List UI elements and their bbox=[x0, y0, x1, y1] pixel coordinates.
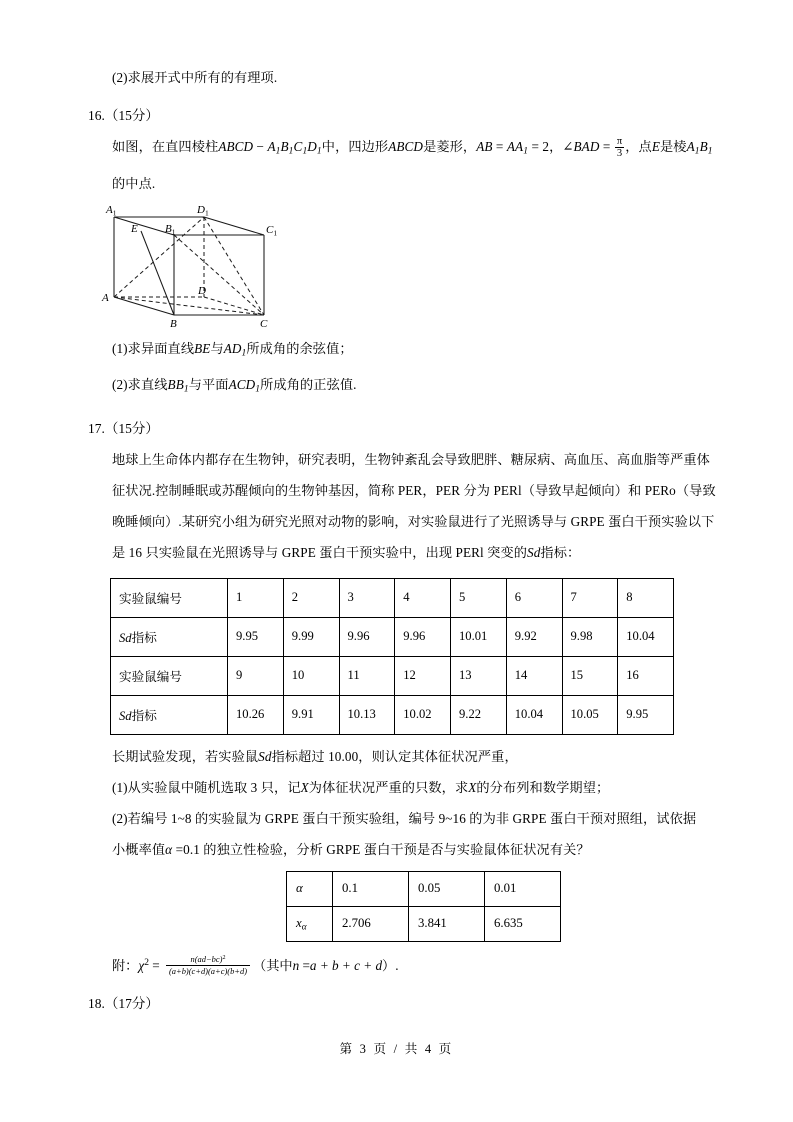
cell-id-14: 14 bbox=[506, 656, 562, 695]
question-17-marks: （15分） bbox=[104, 420, 159, 436]
cell-sd-9: 10.26 bbox=[228, 695, 284, 734]
q16-prism-dash: − bbox=[253, 139, 268, 154]
label-b1: $B_1$ bbox=[165, 222, 176, 237]
table-row-sd-2 bbox=[111, 695, 674, 734]
footnote-equals: = bbox=[148, 957, 163, 973]
cell-sd-3: 9.96 bbox=[339, 617, 395, 656]
q16-stem-mid2: 是菱形， bbox=[423, 139, 477, 154]
cell-id-5: 5 bbox=[451, 578, 507, 617]
q16-edge-a1: A bbox=[686, 139, 695, 154]
q16-prism-a1: A bbox=[267, 139, 276, 154]
alpha-cell-3: 0.01 bbox=[485, 871, 561, 906]
q17-sd-symbol: Sd bbox=[527, 544, 541, 560]
q16-aa1-sub: 1 bbox=[523, 146, 529, 157]
q17-body-line4-lead: 是 16 只实验鼠在光照诱导与 GRPE 蛋白干预实验中，出现 PERl 突变的 bbox=[112, 544, 528, 560]
q16-quad-abcd: ABCD bbox=[388, 139, 424, 154]
row-header-id-1: 实验鼠编号 bbox=[111, 578, 228, 617]
question-16-dot: . bbox=[101, 108, 105, 123]
q17-sub1-mid: 为体征状况严重的只数，求 bbox=[308, 779, 469, 795]
question-18-marks: （17分） bbox=[104, 995, 159, 1011]
sd-index-table bbox=[110, 578, 674, 735]
cell-id-16: 16 bbox=[618, 656, 674, 695]
chi-numerator bbox=[166, 955, 250, 965]
label-b: B bbox=[170, 317, 177, 329]
footnote-period: . bbox=[395, 957, 399, 973]
alpha-cell-1: 0.1 bbox=[333, 871, 409, 906]
question-16-stem-line2: 的中点. bbox=[112, 175, 156, 191]
segment-b1-c bbox=[174, 235, 264, 315]
label-c1: $C_1$ bbox=[266, 223, 278, 238]
q16-sub1-ad1: AD bbox=[223, 340, 242, 356]
xalpha-cell-2: 3.841 bbox=[409, 906, 485, 941]
q16-prism-c1-sub: 1 bbox=[302, 146, 308, 157]
q16-sub2-acd1-sub: 1 bbox=[255, 384, 261, 395]
q16-comma: ， bbox=[549, 139, 563, 154]
q16-edge-a1-sub: 1 bbox=[694, 146, 700, 157]
q16-sub1-lead: (1)求异面直线 bbox=[112, 340, 195, 356]
q16-angle-eq: = bbox=[599, 139, 614, 154]
question-16-heading bbox=[88, 101, 708, 131]
q16-frac-numerator: π bbox=[616, 135, 623, 147]
xalpha-cell-3: 6.635 bbox=[485, 906, 561, 941]
segment-a-d1 bbox=[114, 217, 204, 297]
x-symbol: x bbox=[296, 916, 302, 931]
cell-sd-1: 9.95 bbox=[228, 617, 284, 656]
q16-prism-d1-sub: 1 bbox=[316, 146, 322, 157]
q17-sub2-tail: =0.1 的独立性检验，分析 GRPE 蛋白干预是否与实验鼠体征状况有关？ bbox=[172, 841, 590, 857]
cell-sd-14: 10.04 bbox=[506, 695, 562, 734]
question-17-number: 17 bbox=[88, 420, 102, 436]
q16-sub2-acd1: ACD bbox=[228, 377, 256, 393]
cell-sd-11: 10.13 bbox=[339, 695, 395, 734]
label-c: C bbox=[260, 317, 268, 329]
footnote-n: n bbox=[292, 957, 300, 973]
cell-sd-5: 10.01 bbox=[451, 617, 507, 656]
q16-angle-bad: BAD bbox=[573, 139, 600, 154]
cell-sd-7: 9.98 bbox=[562, 617, 618, 656]
q16-edge-b1-sub: 1 bbox=[707, 146, 713, 157]
footnote-paren-open: （其中 bbox=[253, 957, 293, 973]
question-16-number: 16 bbox=[88, 108, 102, 123]
q16-aa1: AA bbox=[506, 139, 524, 154]
cell-sd-13: 9.22 bbox=[451, 695, 507, 734]
question-15-part-2: (2)求展开式中所有的有理项. bbox=[112, 70, 278, 85]
q17-sub1-x1: X bbox=[300, 779, 309, 795]
q16-prism-a1-sub: 1 bbox=[275, 146, 281, 157]
q16-sub2-lead: (2)求直线 bbox=[112, 377, 168, 393]
table-row-sd-1 bbox=[111, 617, 674, 656]
cell-sd-10: 9.91 bbox=[283, 695, 339, 734]
cell-sd-12: 10.02 bbox=[395, 695, 451, 734]
q17-sub1-lead: (1)从实验鼠中随机选取 3 只，记 bbox=[112, 779, 301, 795]
cell-id-1: 1 bbox=[228, 578, 284, 617]
cell-id-2: 2 bbox=[283, 578, 339, 617]
edge-ab bbox=[114, 297, 174, 315]
question-18-number: 18 bbox=[88, 995, 102, 1011]
q16-sub2-bb1-sub: 1 bbox=[183, 384, 189, 395]
q17-note-sd: Sd bbox=[258, 748, 272, 764]
cell-id-11: 11 bbox=[339, 656, 395, 695]
chi-denominator: (a+b)(c+d)(a+c)(b+d) bbox=[166, 965, 250, 976]
q16-edge-b1: B bbox=[699, 139, 708, 154]
q16-angle-symbol: ∠ bbox=[562, 139, 574, 154]
label-d: D bbox=[198, 284, 206, 297]
chi-numerator-expr: n(ad−bc) bbox=[190, 953, 223, 964]
alpha-row bbox=[287, 871, 561, 906]
q16-prism-b1-sub: 1 bbox=[288, 146, 294, 157]
xalpha-row bbox=[287, 906, 561, 941]
question-17-note bbox=[88, 741, 708, 772]
cell-id-6: 6 bbox=[506, 578, 562, 617]
cell-id-10: 10 bbox=[283, 656, 339, 695]
alpha-symbol: α bbox=[296, 881, 303, 896]
cell-id-8: 8 bbox=[618, 578, 674, 617]
q16-prism-d1: D bbox=[307, 139, 317, 154]
footnote-paren-close: ） bbox=[382, 957, 396, 973]
q16-sub1-tail: 所成角的余弦值； bbox=[246, 340, 353, 356]
q17-sub1-x2: X bbox=[468, 779, 477, 795]
cell-id-3: 3 bbox=[339, 578, 395, 617]
q17-body-line4-tail: 指标： bbox=[540, 544, 581, 560]
q16-sub1-mid: 与 bbox=[210, 340, 224, 356]
x-alpha-sub: α bbox=[301, 921, 307, 932]
q16-sub1-be: BE bbox=[194, 340, 211, 356]
q16-prism-c1: C bbox=[293, 139, 303, 154]
q17-note-lead: 长期试验发现，若实验鼠 bbox=[112, 748, 259, 764]
question-17-sub1 bbox=[88, 772, 708, 803]
row-header-sd-1-math: Sd bbox=[119, 631, 132, 646]
chi-numerator-exponent: 2 bbox=[222, 954, 226, 961]
question-17-body-line-4 bbox=[88, 537, 708, 568]
q16-eq1: = bbox=[492, 139, 507, 154]
row-header-sd-1 bbox=[111, 617, 228, 656]
chi-square-footnote bbox=[88, 948, 708, 981]
q16-ab: AB bbox=[476, 139, 493, 154]
question-17-sub2-line1: (2)若编号 1~8 的实验鼠为 GRPE 蛋白干预实验组，编号 9~16 的为非 GRPE 蛋白干预对照组，试依据 bbox=[112, 810, 697, 826]
q16-frac-denominator: 3 bbox=[615, 147, 624, 159]
question-17-body-line-1: 地球上生命体内都存在生物钟，研究表明，生物钟紊乱会导致肥胖、糖尿病、高血压、高血脂等严重体 bbox=[112, 451, 710, 467]
question-16-sub1 bbox=[88, 333, 708, 370]
cell-id-9: 9 bbox=[228, 656, 284, 695]
q17-sub1-tail: 的分布列和数学期望； bbox=[476, 779, 610, 795]
cell-sd-16: 9.95 bbox=[618, 695, 674, 734]
xalpha-cell-1: 2.706 bbox=[333, 906, 409, 941]
cell-sd-6: 9.92 bbox=[506, 617, 562, 656]
row-header-sd-2 bbox=[111, 695, 228, 734]
footnote-lead: 附： bbox=[112, 957, 139, 973]
row-header-id-2: 实验鼠编号 bbox=[111, 656, 228, 695]
xalpha-row-label bbox=[287, 906, 333, 941]
question-17-dot: . bbox=[101, 420, 105, 436]
q16-stem-mid4: 是棱 bbox=[659, 139, 687, 154]
question-16-sub2 bbox=[88, 369, 708, 406]
question-17-body-line-3: 晚睡倾向）.某研究小组为研究光照对动物的影响，对实验鼠进行了光照诱导与 GRPE 蛋白干预实验以下 bbox=[112, 513, 715, 529]
q16-stem-mid1: 中，四边形 bbox=[321, 139, 389, 154]
label-d1: $D_1$ bbox=[197, 203, 209, 218]
question-18-dot: . bbox=[101, 995, 105, 1011]
q17-sub2-alpha: α bbox=[165, 841, 173, 857]
table-row-id-2 bbox=[111, 656, 674, 695]
cell-sd-4: 9.96 bbox=[395, 617, 451, 656]
table-row-id-1 bbox=[111, 578, 674, 617]
chi-square-fraction bbox=[166, 955, 250, 977]
q16-eq2: = 2 bbox=[528, 139, 550, 154]
question-16-stem-line1 bbox=[88, 131, 713, 168]
q16-prism-abcd: ABCD bbox=[218, 139, 254, 154]
page-footer: 第 3 页 / 共 4 页 bbox=[339, 1042, 454, 1056]
q16-point-e: E bbox=[651, 139, 660, 154]
q16-sub2-tail: 所成角的正弦值. bbox=[260, 377, 357, 393]
cell-id-12: 12 bbox=[395, 656, 451, 695]
segment-a-c bbox=[114, 297, 264, 315]
cell-id-13: 13 bbox=[451, 656, 507, 695]
cell-sd-15: 10.05 bbox=[562, 695, 618, 734]
question-17-body-line-2: 征状况.控制睡眠或苏醒倾向的生物钟基因，简称 PER，PER 分为 PERl（导致早起倾向）和 PERo（导致 bbox=[112, 482, 716, 498]
question-17-heading bbox=[88, 414, 708, 444]
label-e: E bbox=[131, 222, 138, 235]
alpha-cell-2: 0.05 bbox=[409, 871, 485, 906]
edge-dc-hidden bbox=[204, 297, 264, 315]
footnote-equals2: = bbox=[299, 957, 310, 973]
label-a: A bbox=[102, 291, 109, 304]
label-a1: $A_1$ bbox=[106, 203, 117, 218]
rhombic-prism-svg bbox=[96, 201, 286, 329]
cell-id-7: 7 bbox=[562, 578, 618, 617]
q16-sub2-mid: 与平面 bbox=[188, 377, 229, 393]
row-header-sd-2-math: Sd bbox=[119, 709, 132, 724]
q16-stem-lead: 如图，在直四棱柱 bbox=[112, 139, 219, 154]
q17-note-tail: 指标超过 10.00，则认定其体征状况严重， bbox=[271, 748, 518, 764]
question-17-sub2-line2 bbox=[88, 834, 708, 865]
q16-pi-over-3-fraction bbox=[615, 136, 624, 159]
question-16-marks: （15分） bbox=[104, 108, 159, 123]
page-content bbox=[88, 62, 716, 1019]
cell-id-4: 4 bbox=[395, 578, 451, 617]
alpha-row-label bbox=[287, 871, 333, 906]
row-header-sd-1-text: 指标 bbox=[131, 631, 157, 646]
row-header-sd-2-text: 指标 bbox=[131, 709, 157, 724]
chi-exponent: 2 bbox=[144, 957, 149, 968]
footnote-rhs: a + b + c + d bbox=[309, 957, 383, 973]
cell-sd-8: 10.04 bbox=[618, 617, 674, 656]
q17-sub2-lead: 小概率值 bbox=[112, 841, 166, 857]
cell-sd-2: 9.99 bbox=[283, 617, 339, 656]
cell-id-15: 15 bbox=[562, 656, 618, 695]
question-16-figure bbox=[96, 201, 708, 329]
segment-d1-c bbox=[204, 217, 264, 315]
q16-prism-b1: B bbox=[280, 139, 289, 154]
question-18-heading bbox=[88, 989, 708, 1019]
q16-sub2-bb1: BB bbox=[167, 377, 184, 393]
chi-symbol: χ bbox=[138, 957, 145, 973]
q16-stem-mid3: ，点 bbox=[625, 139, 652, 154]
q16-sub1-ad1-sub: 1 bbox=[241, 348, 247, 359]
critical-value-table bbox=[286, 871, 561, 942]
